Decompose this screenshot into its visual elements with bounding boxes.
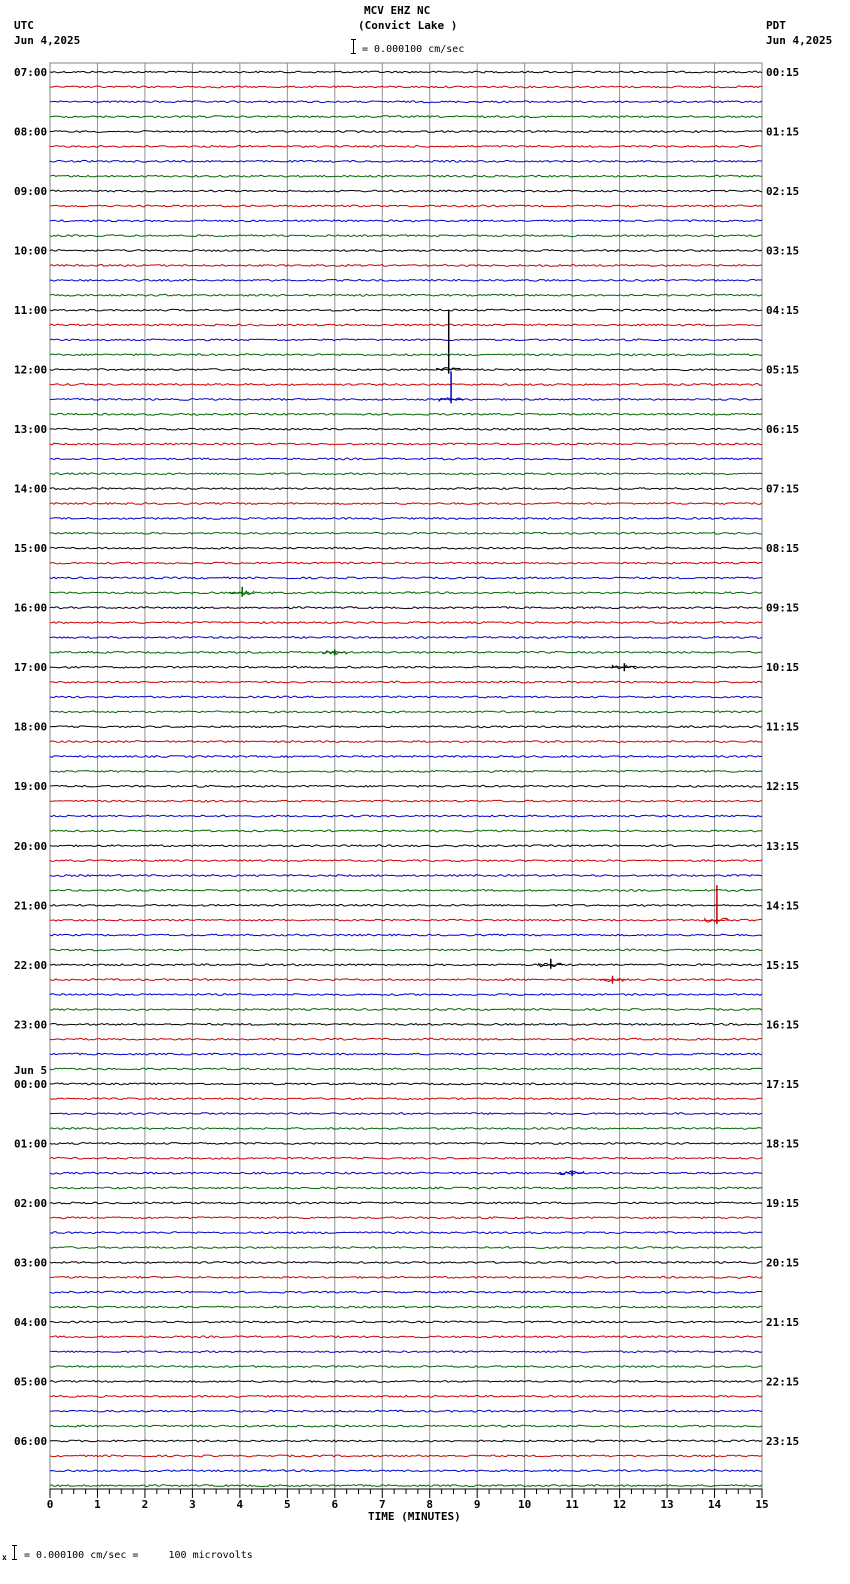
x-tick-label: 11 [565, 1498, 579, 1511]
trace-line [50, 771, 762, 773]
trace-line [50, 1276, 762, 1278]
trace-line [50, 562, 762, 564]
trace-line [50, 1410, 762, 1412]
trace-line [50, 1291, 762, 1293]
trace-line [50, 1083, 762, 1085]
trace-line [50, 1366, 762, 1368]
trace-line [50, 220, 762, 222]
trace-line [50, 1336, 762, 1338]
trace-line [50, 1306, 762, 1308]
x-tick-label: 13 [660, 1498, 674, 1511]
trace-line [50, 294, 762, 296]
utc-hour-label: 23:00 [14, 1018, 48, 1032]
utc-hour-label: 22:00 [14, 958, 48, 972]
trace-line [50, 726, 762, 728]
utc-hour-label: 21:00 [14, 899, 48, 913]
trace-line [50, 265, 762, 267]
trace-line [50, 250, 762, 252]
trace-line [50, 845, 762, 847]
trace-line [50, 1217, 762, 1219]
utc-hour-label: 07:00 [14, 66, 48, 79]
pdt-hour-label: 06:15 [766, 423, 800, 437]
pdt-hour-label: 13:15 [766, 839, 800, 853]
trace-line [50, 399, 762, 401]
pdt-hour-label: 10:15 [766, 661, 800, 675]
trace-line [50, 994, 762, 996]
trace-line [50, 696, 762, 698]
scale-bar-icon [351, 39, 356, 54]
utc-hour-label: 17:00 [14, 661, 48, 675]
x-tick-label: 15 [755, 1498, 769, 1511]
trace-line [50, 1038, 762, 1040]
x-tick-label: 10 [518, 1498, 532, 1511]
utc-hour-label: 11:00 [14, 304, 48, 318]
trace-line [50, 1351, 762, 1353]
utc-hour-label: 12:00 [14, 363, 48, 377]
trace-line [50, 86, 762, 88]
pdt-hour-label: 04:15 [766, 304, 800, 318]
trace-line [50, 1157, 762, 1159]
trace-line [50, 518, 762, 520]
footer-scale-label: = 0.000100 cm/sec = 100 microvolts [24, 1550, 253, 1561]
trace-line [50, 875, 762, 877]
trace-line [50, 354, 762, 356]
seismic-traces [50, 71, 762, 1486]
trace-line [50, 592, 762, 594]
x-tick-label: 4 [236, 1498, 244, 1511]
trace-line [50, 949, 762, 951]
trace-line [50, 1143, 762, 1145]
trace-line [50, 1321, 762, 1323]
trace-line [50, 1470, 762, 1472]
date-change-label: Jun 5 [14, 1063, 48, 1077]
x-tick-label: 2 [141, 1498, 149, 1511]
pdt-hour-label: 11:15 [766, 720, 800, 734]
trace-line [50, 1053, 762, 1055]
scale-label: = 0.000100 cm/sec [362, 44, 465, 55]
pdt-hour-label: 07:15 [766, 482, 800, 496]
time-axis [47, 1489, 769, 1511]
trace-line [50, 711, 762, 713]
trace-line [50, 1023, 762, 1025]
x-tick-label: 6 [331, 1498, 339, 1511]
trace-line [50, 1485, 762, 1487]
trace-line [50, 473, 762, 475]
trace-line [50, 101, 762, 103]
x-tick-label: 14 [707, 1498, 722, 1511]
utc-hour-label: 13:00 [14, 423, 48, 437]
trace-line [50, 1172, 762, 1174]
trace-line [50, 1247, 762, 1249]
trace-line [50, 309, 762, 311]
trace-line [50, 1098, 762, 1100]
minute-gridlines [50, 63, 762, 1489]
trace-line [50, 71, 762, 73]
utc-hour-label: 05:00 [14, 1375, 48, 1389]
trace-line [50, 547, 762, 549]
trace-line [50, 146, 762, 148]
pdt-hour-label: 12:15 [766, 780, 800, 794]
pdt-hour-label: 14:15 [766, 899, 800, 913]
pdt-hour-label: 15:15 [766, 958, 800, 972]
utc-hour-label: 14:00 [14, 482, 48, 496]
utc-hour-label: 20:00 [14, 839, 48, 853]
pdt-hour-label: 16:15 [766, 1018, 800, 1032]
utc-hour-label: 06:00 [14, 1434, 48, 1448]
trace-line [50, 637, 762, 639]
utc-hour-label: 08:00 [14, 125, 48, 139]
utc-hour-label: 10:00 [14, 244, 48, 258]
trace-line [50, 205, 762, 207]
utc-hour-label: 19:00 [14, 780, 48, 794]
x-axis-title: TIME (MINUTES) [368, 1510, 461, 1523]
utc-hour-label: 02:00 [14, 1196, 48, 1210]
x-tick-label: 5 [284, 1498, 291, 1511]
trace-line [50, 830, 762, 832]
trace-line [50, 1425, 762, 1427]
trace-line [50, 860, 762, 862]
utc-zone-label: UTC [14, 19, 34, 32]
trace-line [50, 919, 762, 921]
trace-line [50, 1009, 762, 1011]
trace-line [50, 369, 762, 371]
pdt-hour-label: 21:15 [766, 1315, 800, 1329]
utc-hour-label: 15:00 [14, 542, 48, 556]
x-tick-label: 12 [612, 1498, 627, 1511]
station-title: MCV EHZ NC [364, 4, 431, 17]
trace-line [50, 428, 762, 430]
utc-hour-label: 18:00 [14, 720, 48, 734]
trace-line [50, 1232, 762, 1234]
trace-line [50, 890, 762, 892]
trace-line [50, 1440, 762, 1442]
trace-line [50, 577, 762, 579]
trace-line [50, 279, 762, 281]
trace-line [50, 741, 762, 743]
x-tick-label: 7 [378, 1498, 386, 1511]
trace-line [50, 1395, 762, 1397]
trace-line [50, 503, 762, 505]
trace-line [50, 756, 762, 758]
pdt-hour-label: 20:15 [766, 1256, 800, 1270]
utc-hour-label: 03:00 [14, 1256, 48, 1270]
station-subtitle: (Convict Lake ) [358, 19, 458, 32]
trace-line [50, 1113, 762, 1115]
utc-hour-label: 00:00 [14, 1077, 48, 1091]
trace-line [50, 1381, 762, 1383]
trace-line [50, 800, 762, 802]
trace-line [50, 622, 762, 624]
trace-line [50, 235, 762, 237]
trace-line [50, 666, 762, 668]
trace-line [50, 815, 762, 817]
trace-line [50, 160, 762, 162]
pdt-hour-label: 08:15 [766, 542, 800, 556]
trace-line [50, 651, 762, 653]
trace-line [50, 532, 762, 534]
pdt-hour-label: 09:15 [766, 601, 800, 615]
trace-line [50, 979, 762, 981]
event-spikes [230, 310, 729, 1177]
footer-scale-bar-icon [12, 1545, 17, 1560]
trace-line [50, 1202, 762, 1204]
trace-line [50, 384, 762, 386]
trace-line [50, 964, 762, 966]
trace-line [50, 934, 762, 936]
pdt-hour-label: 02:15 [766, 185, 800, 199]
trace-line [50, 904, 762, 906]
utc-hour-label: 09:00 [14, 185, 48, 199]
plot-frame [50, 63, 762, 1489]
trace-line [50, 1128, 762, 1130]
pdt-hour-label: 17:15 [766, 1077, 800, 1091]
utc-hour-label: 16:00 [14, 601, 48, 615]
trace-line [50, 681, 762, 683]
trace-line [50, 175, 762, 177]
x-tick-label: 3 [189, 1498, 196, 1511]
trace-line [50, 458, 762, 460]
pdt-hour-label: 01:15 [766, 125, 800, 139]
pdt-zone-label: PDT [766, 19, 786, 32]
trace-line [50, 131, 762, 133]
pdt-hour-label: 03:15 [766, 244, 800, 258]
trace-line [50, 488, 762, 490]
pdt-hour-label: 22:15 [766, 1375, 800, 1389]
trace-line [50, 413, 762, 415]
pdt-hour-label: 23:15 [766, 1434, 800, 1448]
pdt-hour-label: 19:15 [766, 1196, 800, 1210]
x-tick-label: 9 [473, 1498, 481, 1511]
x-tick-label: 1 [94, 1498, 101, 1511]
trace-line [50, 1068, 762, 1070]
pdt-hour-label: 18:15 [766, 1137, 800, 1151]
trace-line [50, 324, 762, 326]
footer-marker-icon: x [2, 1553, 7, 1562]
pdt-hour-label: 00:15 [766, 66, 800, 79]
trace-line [50, 785, 762, 787]
trace-line [50, 116, 762, 118]
x-tick-label: 8 [426, 1498, 434, 1511]
trace-line [50, 443, 762, 445]
utc-hour-label: 04:00 [14, 1315, 48, 1329]
pdt-hour-label: 05:15 [766, 363, 800, 377]
trace-line [50, 1262, 762, 1264]
utc-hour-label: 01:00 [14, 1137, 48, 1151]
trace-line [50, 339, 762, 341]
trace-line [50, 1455, 762, 1457]
pdt-date-label: Jun 4,2025 [766, 34, 833, 47]
trace-line [50, 1187, 762, 1189]
x-tick-label: 0 [46, 1498, 54, 1511]
trace-line [50, 190, 762, 192]
trace-line [50, 607, 762, 609]
utc-date-label: Jun 4,2025 [14, 34, 81, 47]
